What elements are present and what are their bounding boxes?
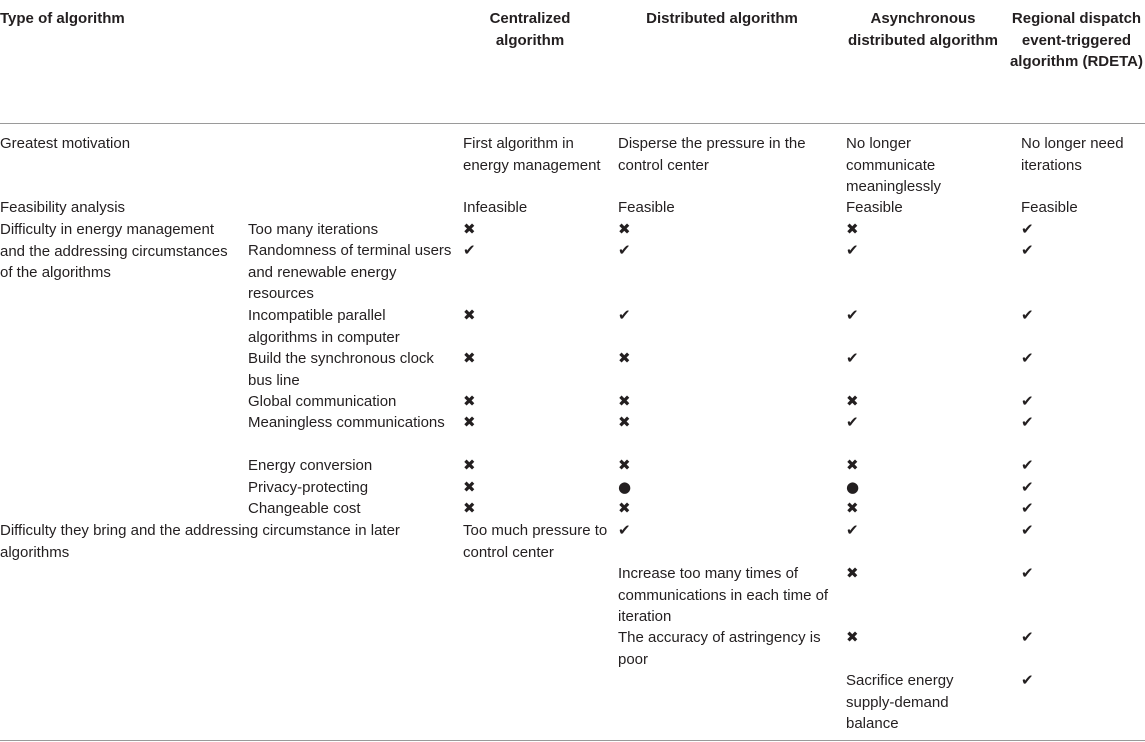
difficulty-asynchronous-mark: ●	[846, 478, 860, 496]
difficulty-distributed-mark: ✖	[618, 499, 631, 517]
header-divider	[0, 123, 1145, 124]
difficulty-centralized-mark: ✖	[463, 220, 476, 238]
later-row1-asynchronous-mark: ✔	[846, 521, 859, 539]
difficulty-asynchronous-mark: ✖	[846, 220, 859, 238]
difficulty-label: Build the synchronous clock bus line	[248, 350, 434, 389]
difficulty-distributed-mark: ✖	[618, 392, 631, 410]
difficulty-centralized-mark: ✖	[463, 456, 476, 474]
motivation-rdeta: No longer need iterations	[1021, 135, 1124, 174]
difficulty-label: Meaningless communications	[248, 414, 445, 431]
difficulty-centralized-mark: ✖	[463, 392, 476, 410]
difficulty-rdeta-mark: ✔	[1021, 220, 1034, 238]
difficulty-asynchronous-mark: ✔	[846, 241, 859, 259]
later-row3-distributed: The accuracy of astringency is poor	[618, 629, 821, 668]
later-row4-asynchronous: Sacrifice energy supply-demand balance	[846, 672, 954, 732]
row-label-feasibility: Feasibility analysis	[0, 199, 126, 216]
difficulty-rdeta-mark: ✔	[1021, 392, 1034, 410]
row-label-motivation: Greatest motivation	[0, 135, 131, 152]
later-row1-rdeta-mark: ✔	[1021, 521, 1034, 539]
later-centralized: Too much pressure to control center	[463, 522, 608, 561]
difficulty-asynchronous-mark: ✖	[846, 456, 859, 474]
difficulty-rdeta-mark: ✔	[1021, 478, 1034, 496]
difficulty-centralized-mark: ✖	[463, 349, 476, 367]
later-row3-rdeta-mark: ✔	[1021, 628, 1034, 646]
header-type-of-algorithm: Type of algorithm	[0, 10, 125, 27]
feasibility-distributed: Feasible	[618, 199, 675, 216]
difficulty-rdeta-mark: ✔	[1021, 456, 1034, 474]
difficulty-centralized-mark: ✖	[463, 499, 476, 517]
difficulty-label: Changeable cost	[248, 500, 361, 517]
table-bottom-rule	[0, 740, 1145, 741]
difficulty-label: Too many iterations	[248, 221, 379, 238]
header-rdeta: Regional dispatch event-triggered algorithm (RDETA)	[1009, 10, 1144, 70]
difficulty-distributed-mark: ✔	[618, 241, 631, 259]
later-row2-rdeta-mark: ✔	[1021, 564, 1034, 582]
row-label-difficulty: Difficulty in energy management and the addressing circumstances of the algorithms	[0, 221, 228, 281]
later-row1-distributed-mark: ✔	[618, 521, 631, 539]
later-row4-rdeta-mark: ✔	[1021, 671, 1034, 689]
difficulty-rdeta-mark: ✔	[1021, 349, 1034, 367]
difficulty-asynchronous-mark: ✖	[846, 499, 859, 517]
difficulty-centralized-mark: ✖	[463, 306, 476, 324]
header-asynchronous: Asynchronous distributed algorithm	[848, 10, 998, 49]
difficulty-distributed-mark: ✖	[618, 349, 631, 367]
later-row2-asynchronous-mark: ✖	[846, 564, 859, 582]
difficulty-rdeta-mark: ✔	[1021, 499, 1034, 517]
later-row3-asynchronous-mark: ✖	[846, 628, 859, 646]
difficulty-centralized-mark: ✖	[463, 478, 476, 496]
difficulty-label: Incompatible parallel algorithms in computer	[248, 307, 400, 346]
difficulty-rdeta-mark: ✔	[1021, 413, 1034, 431]
difficulty-distributed-mark: ✖	[618, 413, 631, 431]
difficulty-label: Energy conversion	[248, 457, 373, 474]
difficulty-distributed-mark: ●	[618, 478, 632, 496]
difficulty-label: Randomness of terminal users and renewable energy resources	[248, 242, 452, 302]
difficulty-asynchronous-mark: ✔	[846, 306, 859, 324]
motivation-asynchronous: No longer communicate meaninglessly	[846, 135, 942, 195]
feasibility-rdeta: Feasible	[1021, 199, 1078, 216]
feasibility-centralized: Infeasible	[463, 199, 528, 216]
motivation-distributed: Disperse the pressure in the control center	[618, 135, 806, 174]
difficulty-distributed-mark: ✖	[618, 220, 631, 238]
difficulty-centralized-mark: ✖	[463, 413, 476, 431]
row-label-later: Difficulty they bring and the addressing circumstance in later algorithms	[0, 522, 400, 561]
difficulty-asynchronous-mark: ✔	[846, 349, 859, 367]
feasibility-asynchronous: Feasible	[846, 199, 903, 216]
difficulty-distributed-mark: ✔	[618, 306, 631, 324]
difficulty-label: Privacy-protecting	[248, 479, 369, 496]
header-distributed: Distributed algorithm	[646, 10, 798, 27]
difficulty-distributed-mark: ✖	[618, 456, 631, 474]
difficulty-asynchronous-mark: ✖	[846, 392, 859, 410]
difficulty-centralized-mark: ✔	[463, 241, 476, 259]
motivation-centralized: First algorithm in energy management	[463, 135, 601, 174]
header-centralized: Centralized algorithm	[489, 10, 571, 49]
difficulty-rdeta-mark: ✔	[1021, 306, 1034, 324]
difficulty-asynchronous-mark: ✔	[846, 413, 859, 431]
difficulty-rdeta-mark: ✔	[1021, 241, 1034, 259]
difficulty-label: Global communication	[248, 393, 397, 410]
later-row2-distributed: Increase too many times of communications in each time of iteration	[618, 565, 829, 625]
